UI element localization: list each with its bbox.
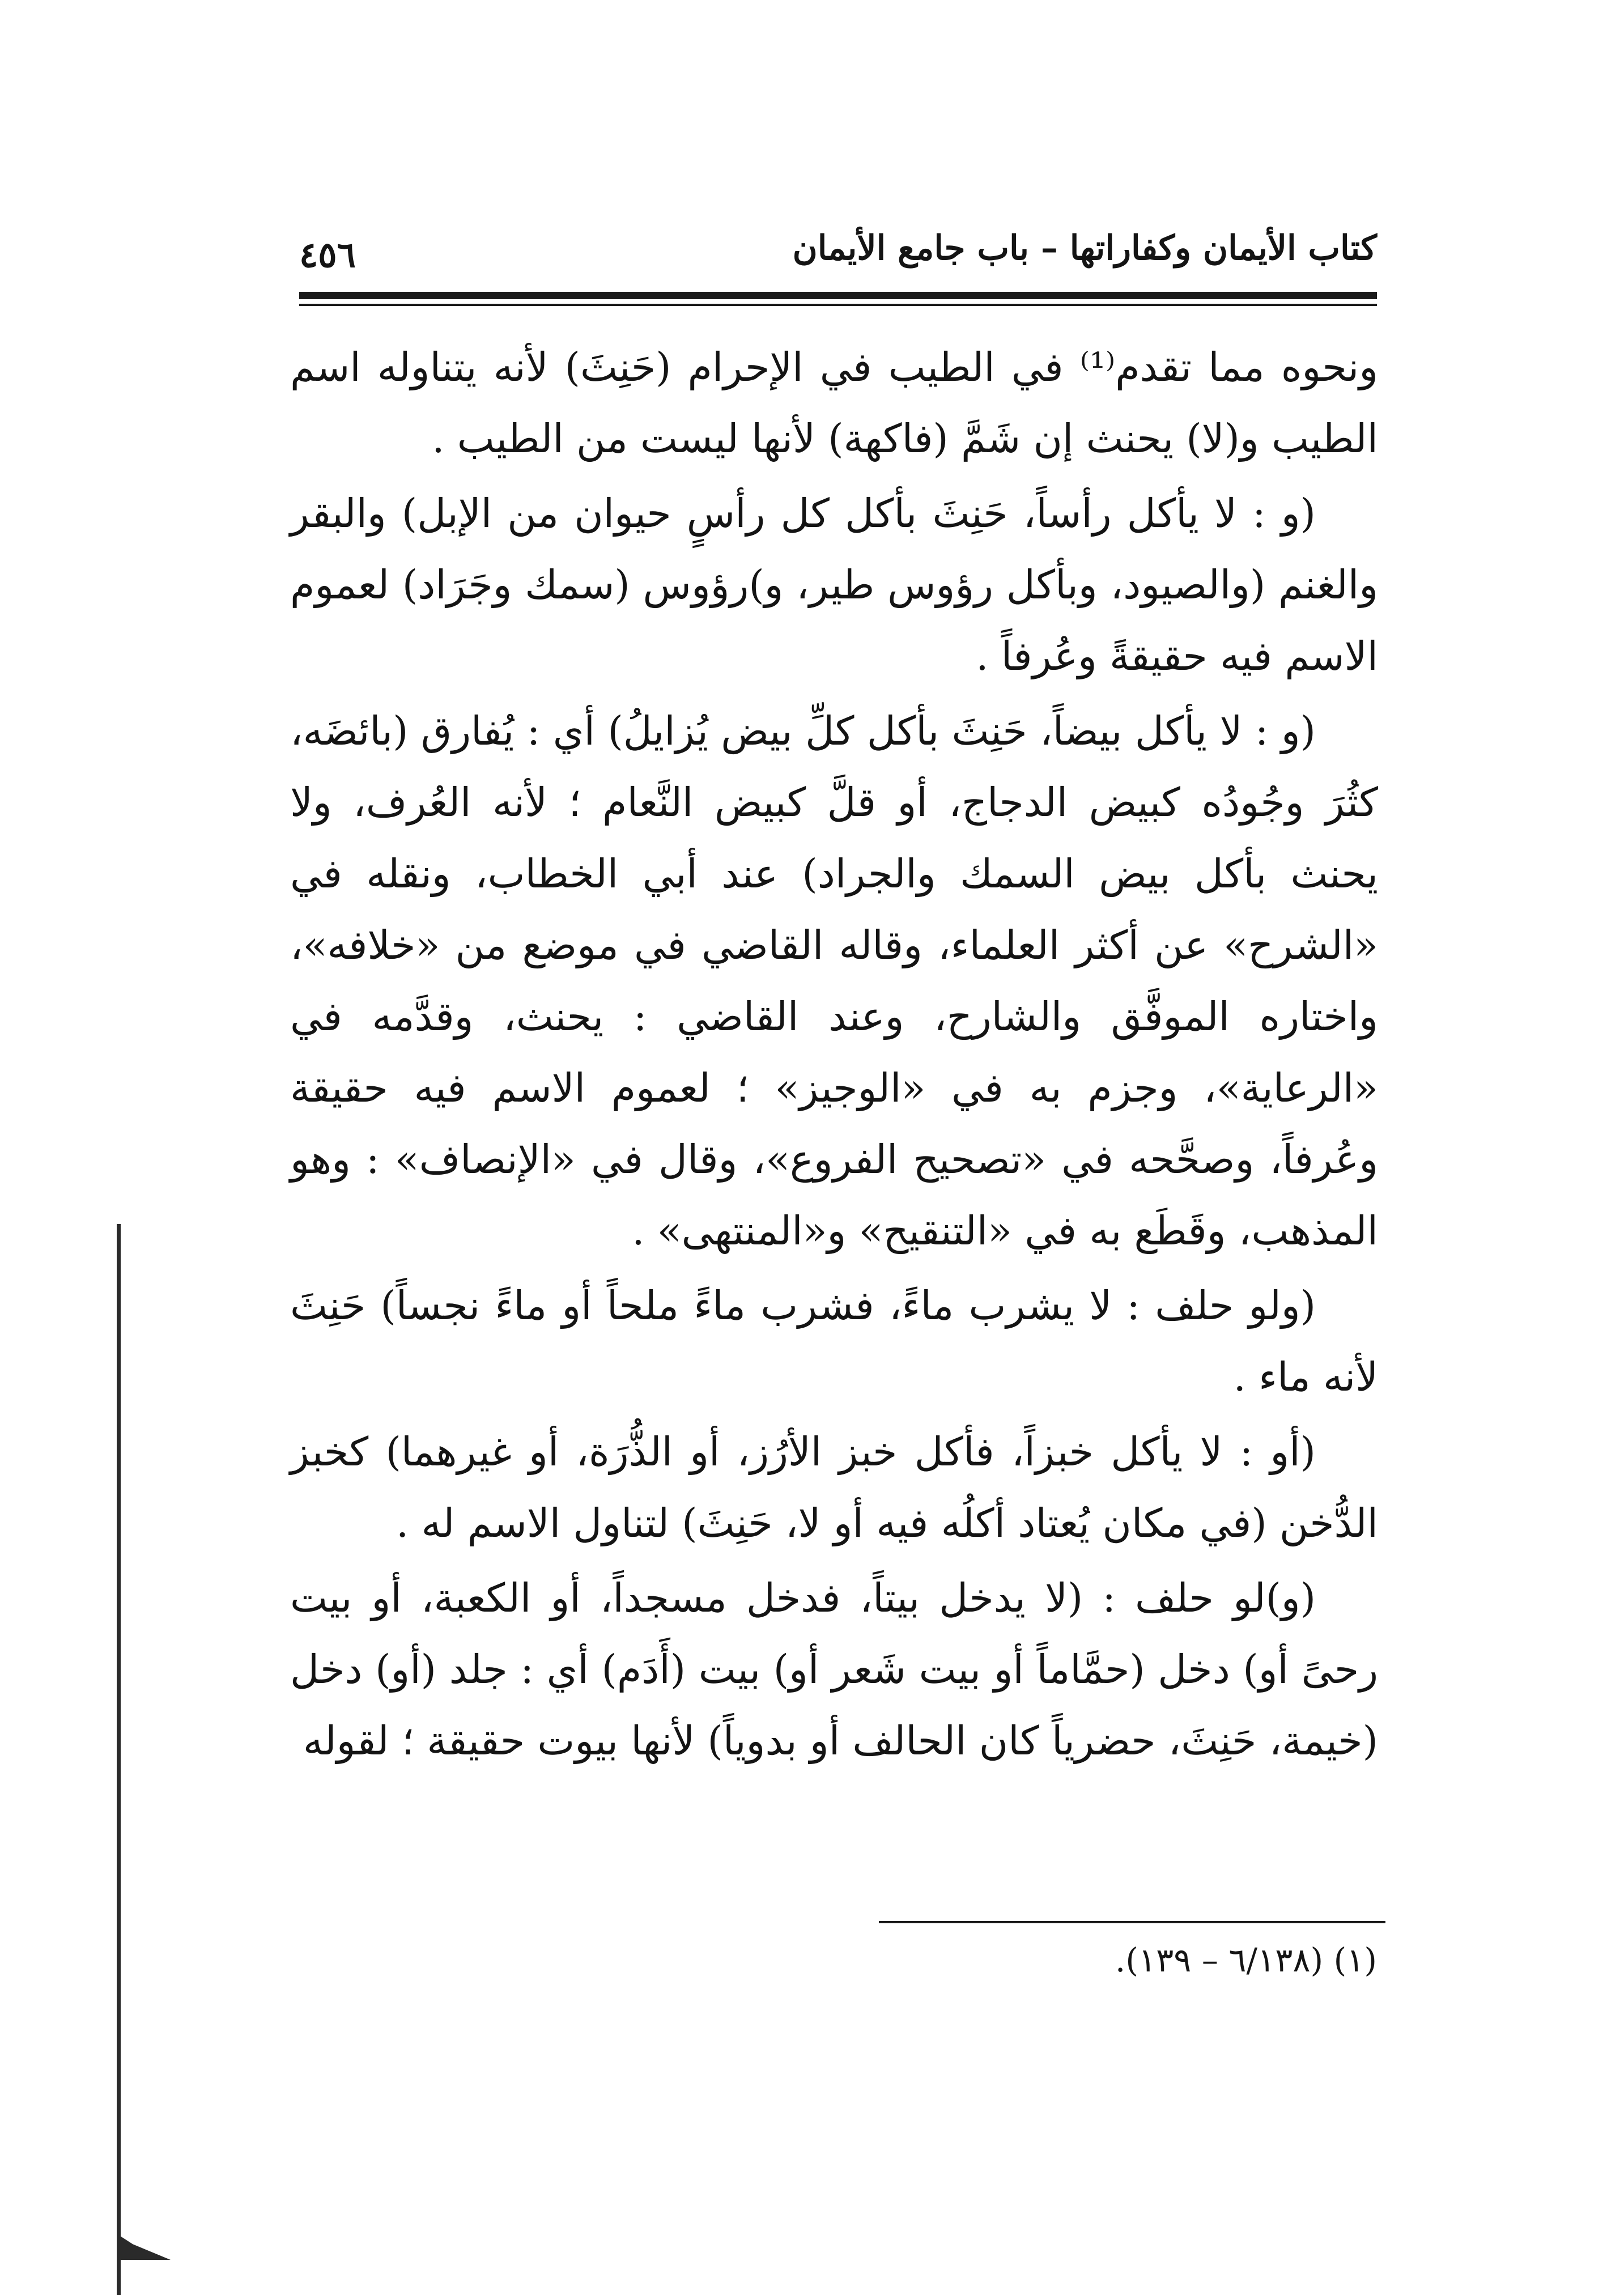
footnote: (١) (٦/١٣٨ – ١٣٩).	[1115, 1941, 1377, 1979]
paragraph: (و : لا يأكل بيضاً، حَنِثَ بأكل كلِّ بيض يُزايلُ) أي : يُفارق (بائضَه، كثُرَ وجُودُه كبيض الدجاج، أو قلَّ كبيض النَّعام ؛ لأنه العُرف، ولا يحنث بأكل بيض السمك والجراد) عند أبي الخطاب، ونقله في «الشرح» عن أكثر العلماء، وقاله القاضي في موضع من «خلافه»، واختاره الموفَّق والشارح، وعند القاضي : يحنث، وقدَّمه في «الرعاية»، وجزم به في «الوجيز» ؛ لعموم الاسم فيه حقيقة وعُرفاً، وصحَّحه في «تصحيح الفروع»، وقال في «الإنصاف» : وهو المذهب، وقَطَع به في «التنقيح» و«المنتهى» .	[290, 708, 1378, 1254]
body-text	[290, 332, 1378, 1776]
scan-margin-line	[117, 1224, 121, 2295]
page-number: ٤٥٦	[299, 234, 356, 275]
paragraph: (أو : لا يأكل خبزاً، فأكل خبز الأرُز، أو الذُّرَة، أو غيرهما) كخبز الدُّخن (في مكان يُعتاد أكلُه فيه أو لا، حَنِثَ) لتناول الاسم له .	[290, 1429, 1378, 1546]
running-title: كتاب الأيمان وكفاراتها – باب جامع الأيمان	[792, 228, 1377, 268]
paragraph: ونحوه مما تقدم⁽¹⁾ في الطيب في الإحرام (حَنِثَ) لأنه يتناوله اسم الطيب و(لا) يحنث إن شَمَّ (فاكهة) لأنها ليست من الطيب .	[290, 344, 1378, 462]
footnote-rule	[879, 1921, 1385, 1923]
page-header	[299, 224, 1377, 286]
scan-margin-mark	[117, 2234, 171, 2260]
paragraph: (و : لا يأكل رأساً، حَنِثَ بأكل كل رأسٍ حيوان من الإبل) والبقر والغنم (والصيود، وبأكل رؤوس طير، و)رؤوس (سمك وجَرَاد) لعموم الاسم فيه حقيقةً وعُرفاً .	[290, 490, 1378, 679]
header-rule-thick	[299, 292, 1377, 299]
paragraph: (ولو حلف : لا يشرب ماءً، فشرب ماءً ملحاً أو ماءً نجساً) حَنِثَ لأنه ماء .	[290, 1282, 1378, 1400]
paragraph: (و)لو حلف : (لا يدخل بيتاً، فدخل مسجداً، أو الكعبة، أو بيت رحىً أو) دخل (حمَّاماً أو بيت شَعر أو) بيت (أَدَم) أي : جلد (أو) دخل (خيمة، حَنِثَ، حضرياً كان الحالف أو بدوياً) لأنها بيوت حقيقة ؛ لقوله	[290, 1575, 1378, 1764]
header-rule-thin	[299, 304, 1377, 306]
